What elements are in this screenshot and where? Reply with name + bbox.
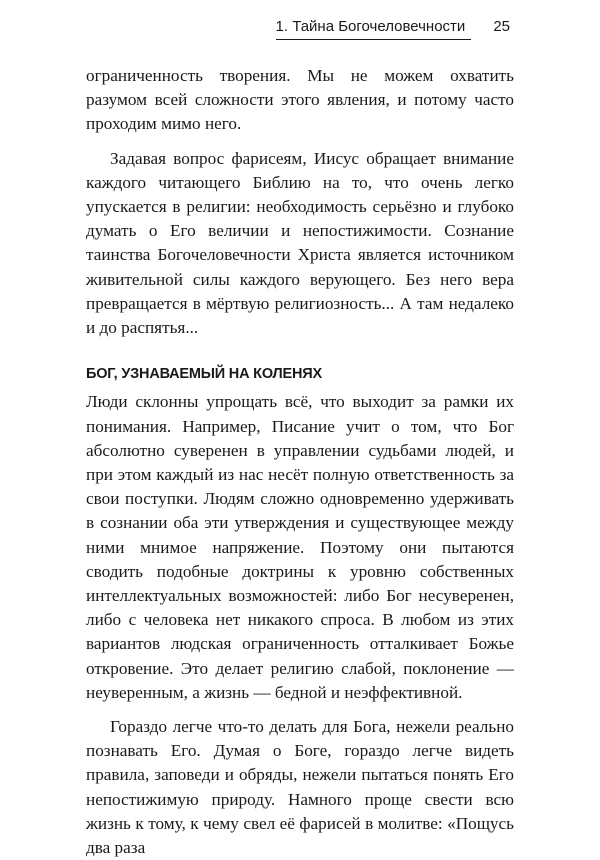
running-head [276,18,510,40]
page-number: 25 [493,18,510,35]
chapter-title: 1. Тайна Богочеловечности [276,18,472,40]
paragraph-continued: ограниченность творения. Мы не можем охватить разумом всей сложности этого явления, и потому часто проходим мимо него. [86,66,514,134]
paragraph: Задавая вопрос фарисеям, Иисус обращает внимание каждого читающего Библию на то, что очень легко упускается в религии: необходимость серьёзно и глубоко думать о Его величии и непостижимости. Сознание таинства Богочеловечности Христа является источником живительной силы каждого верующего. Без него вера превращается в мёртвую религиозность... А там недалеко и до распятья... [86,148,514,338]
section-heading: БОГ, УЗНАВАЕМЫЙ НА КОЛЕНЯХ [86,366,322,383]
paragraph-gap [86,705,514,715]
body-text [86,64,514,860]
paragraph: Люди склонны упрощать всё, что выходит за рамки их понимания. Например, Писание учит о том, что Бог абсолютно суверенен в управлении судьбами людей, и при этом каждый из нас несёт полную ответственность за свои поступки. Людям сложно одновременно удерживать в сознании оба эти утверждения и существующее между ними мнимое напряжение. Поэтому они пытаются сводить подобные доктрины к уровню собственных интеллектуальных возможностей: либо Бог несуверенен, либо с человека нет никакого спроса. В любом из этих вариантов людская ограниченность отталкивает Божье откровение. Это делает религию слабой, поклонение — неуверенным, а жизнь — бедной и неэффективной. [86,392,514,702]
paragraph-gap [86,137,514,147]
paragraph: Гораздо легче что-то делать для Бога, нежели реально познавать Его. Думая о Боге, гораздо легче видеть правила, заповеди и обряды, нежели пытаться понять Его непостижимую природу. Намного проще свести всю жизнь к тому, к чему свел её фарисей в молитве: «Пощусь два раза [86,717,514,858]
